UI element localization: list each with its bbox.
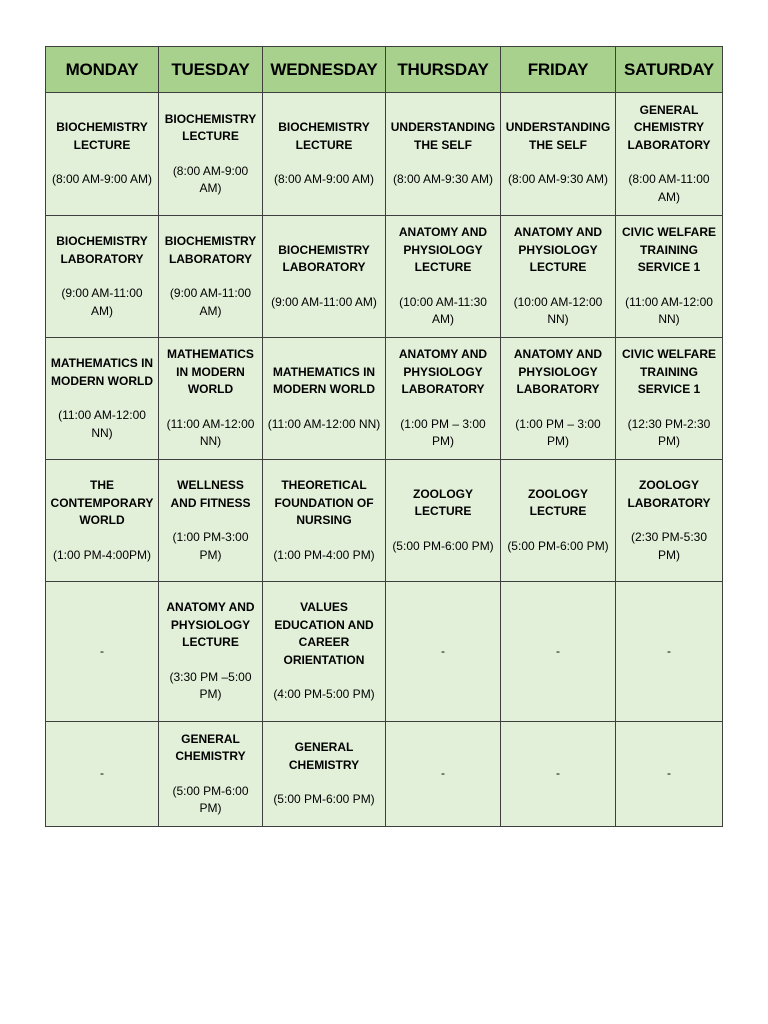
class-time: (11:00 AM-12:00 NN) <box>625 294 713 327</box>
course-name: UNDERSTANDING THE SELF <box>390 120 496 152</box>
class-time: (1:00 PM-3:00 PM) <box>172 530 249 562</box>
class-time: (5:00 PM-6:00 PM) <box>172 783 249 815</box>
class-time: (10:00 AM-11:30 AM) <box>399 294 487 327</box>
day-header-friday: FRIDAY <box>501 47 616 93</box>
class-time: (11:00 AM-12:00 NN) <box>267 416 381 431</box>
course-name: ZOOLOGY LABORATORY <box>627 478 711 510</box>
class-time: (9:00 AM-11:00 AM) <box>61 286 143 318</box>
schedule-cell <box>501 582 616 722</box>
schedule-cell <box>263 460 386 582</box>
course-name: ANATOMY AND PHYSIOLOGY LABORATORY <box>513 347 603 397</box>
empty-slot: - <box>441 643 445 658</box>
course-name: ZOOLOGY LECTURE <box>528 486 588 519</box>
schedule-cell <box>386 582 501 722</box>
schedule-cell <box>159 582 263 722</box>
class-time: (1:00 PM – 3:00 PM) <box>515 416 601 449</box>
day-header-thursday: THURSDAY <box>386 47 501 93</box>
class-time: (8:00 AM-9:00 AM) <box>273 172 375 187</box>
schedule-cell <box>263 93 386 216</box>
schedule-cell <box>501 722 616 827</box>
schedule-cell <box>46 93 159 216</box>
empty-slot: - <box>100 766 104 781</box>
class-time: (1:00 PM-4:00PM) <box>52 547 152 562</box>
schedule-cell <box>159 93 263 216</box>
schedule-cell <box>386 460 501 582</box>
course-name: CIVIC WELFARE TRAINING SERVICE 1 <box>621 347 716 397</box>
schedule-cell <box>386 722 501 827</box>
class-time: (11:00 AM-12:00 NN) <box>58 408 146 440</box>
class-time: (8:00 AM-9:00 AM) <box>51 172 153 187</box>
class-time: (1:00 PM – 3:00 PM) <box>400 416 486 449</box>
schedule-cell <box>386 93 501 216</box>
empty-slot: - <box>441 766 445 781</box>
course-name: ANATOMY AND PHYSIOLOGY LECTURE <box>166 600 255 650</box>
schedule-cell <box>263 582 386 722</box>
schedule-cell <box>263 216 386 338</box>
schedule-cell <box>501 93 616 216</box>
class-time: (11:00 AM-12:00 NN) <box>166 416 255 449</box>
schedule-cell <box>501 338 616 460</box>
class-time: (8:00 AM-9:30 AM) <box>392 172 494 187</box>
schedule-cell <box>616 582 723 722</box>
class-time: (2:30 PM-5:30 PM) <box>630 530 708 562</box>
class-time: (10:00 AM-12:00 NN) <box>513 294 603 327</box>
course-name: ANATOMY AND PHYSIOLOGY LECTURE <box>513 225 603 275</box>
schedule-cell <box>46 338 159 460</box>
weekly-class-schedule <box>45 46 723 827</box>
class-time: (9:00 AM-11:00 AM) <box>271 294 377 309</box>
class-time: (12:30 PM-2:30 PM) <box>627 416 711 449</box>
schedule-cell <box>159 338 263 460</box>
class-time: (1:00 PM-4:00 PM) <box>273 547 375 562</box>
day-header-wednesday: WEDNESDAY <box>263 47 386 93</box>
schedule-row <box>46 216 723 338</box>
class-time: (5:00 PM-6:00 PM) <box>507 538 609 553</box>
class-time: (5:00 PM-6:00 PM) <box>392 538 494 553</box>
course-name: ANATOMY AND PHYSIOLOGY LABORATORY <box>398 347 488 397</box>
course-name: VALUES EDUCATION AND CAREER ORIENTATION <box>274 600 374 667</box>
course-name: BIOCHEMISTRY LABORATORY <box>56 234 148 266</box>
schedule-row <box>46 460 723 582</box>
schedule-cell <box>501 460 616 582</box>
course-name: ZOOLOGY LECTURE <box>413 486 473 519</box>
schedule-cell <box>46 722 159 827</box>
schedule-cell <box>616 216 723 338</box>
schedule-cell <box>616 338 723 460</box>
course-name: THEORETICAL FOUNDATION OF NURSING <box>274 478 374 527</box>
schedule-cell <box>263 722 386 827</box>
course-name: GENERAL CHEMISTRY <box>288 740 360 772</box>
day-header-monday: MONDAY <box>46 47 159 93</box>
empty-slot: - <box>556 766 560 781</box>
course-name: MATHEMATICS IN MODERN WORLD <box>50 356 154 388</box>
course-name: UNDERSTANDING THE SELF <box>505 120 611 152</box>
course-name: BIOCHEMISTRY LECTURE <box>164 111 257 143</box>
class-time: (8:00 AM-9:30 AM) <box>507 172 609 187</box>
schedule-cell <box>46 460 159 582</box>
class-time: (8:00 AM-9:00 AM) <box>172 163 249 195</box>
schedule-cell <box>263 338 386 460</box>
course-name: BIOCHEMISTRY LABORATORY <box>164 234 257 266</box>
course-name: BIOCHEMISTRY LABORATORY <box>278 242 370 275</box>
schedule-cell <box>616 93 723 216</box>
day-header-row <box>46 47 723 93</box>
course-name: WELLNESS AND FITNESS <box>170 478 251 510</box>
day-header-saturday: SATURDAY <box>616 47 723 93</box>
schedule-cell <box>386 216 501 338</box>
course-name: CIVIC WELFARE TRAINING SERVICE 1 <box>621 225 716 275</box>
class-time: (8:00 AM-11:00 AM) <box>628 172 710 204</box>
class-time: (4:00 PM-5:00 PM) <box>273 687 375 702</box>
day-header-tuesday: TUESDAY <box>159 47 263 93</box>
class-time: (9:00 AM-11:00 AM) <box>169 286 252 318</box>
schedule-cell <box>386 338 501 460</box>
course-name: GENERAL CHEMISTRY LABORATORY <box>627 102 711 152</box>
schedule-cell <box>159 216 263 338</box>
class-time: (3:30 PM –5:00 PM) <box>169 669 252 702</box>
empty-slot: - <box>556 643 560 658</box>
course-name: ANATOMY AND PHYSIOLOGY LECTURE <box>398 225 488 275</box>
schedule-cell <box>46 216 159 338</box>
schedule-cell <box>616 722 723 827</box>
schedule-row <box>46 582 723 722</box>
schedule-row <box>46 93 723 216</box>
empty-slot: - <box>667 643 671 658</box>
course-name: BIOCHEMISTRY LECTURE <box>56 120 148 152</box>
schedule-cell <box>159 722 263 827</box>
class-time: (5:00 PM-6:00 PM) <box>273 792 375 807</box>
course-name: MATHEMATICS IN MODERN WORLD <box>167 347 254 397</box>
schedule-cell <box>501 216 616 338</box>
schedule-cell <box>616 460 723 582</box>
schedule-row <box>46 722 723 827</box>
schedule-row <box>46 338 723 460</box>
empty-slot: - <box>667 766 671 781</box>
empty-slot: - <box>100 643 104 658</box>
course-name: BIOCHEMISTRY LECTURE <box>278 120 370 152</box>
course-name: GENERAL CHEMISTRY <box>175 731 246 763</box>
schedule-cell <box>159 460 263 582</box>
schedule-cell <box>46 582 159 722</box>
course-name: MATHEMATICS IN MODERN WORLD <box>272 364 376 397</box>
course-name: THE CONTEMPORARY WORLD <box>50 478 154 527</box>
